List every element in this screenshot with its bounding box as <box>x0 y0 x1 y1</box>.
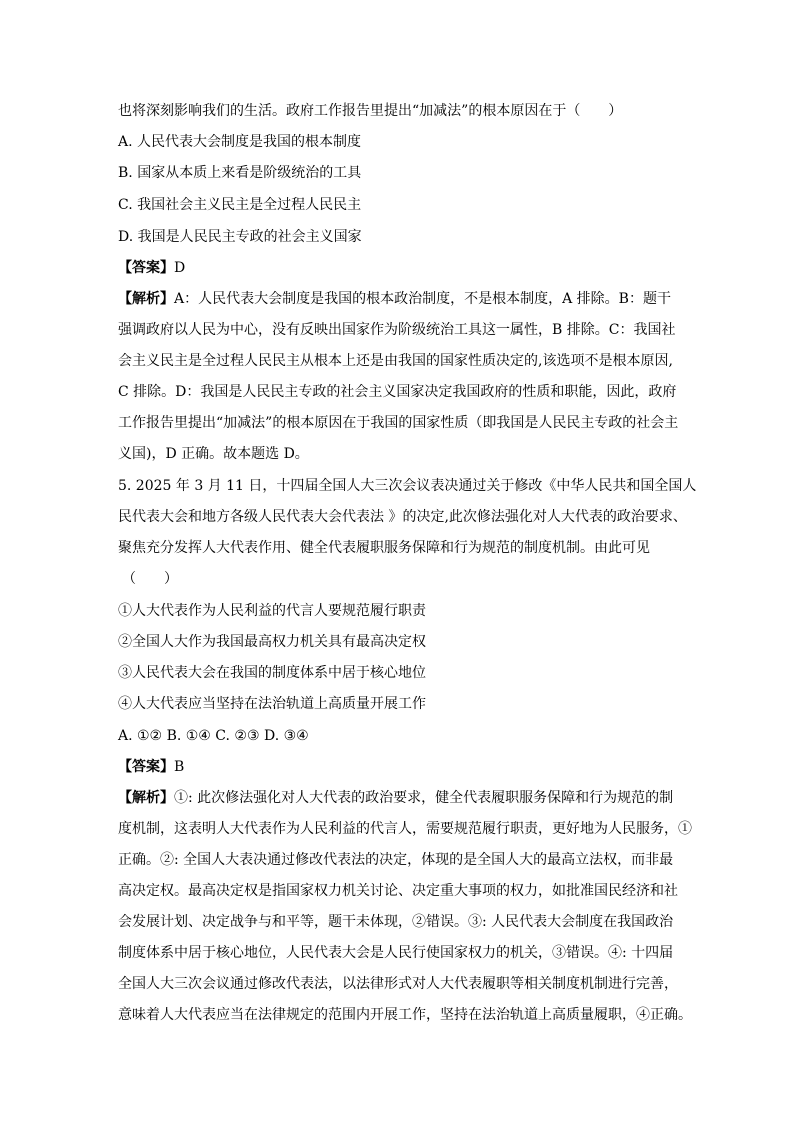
q4-option-c: C. 我国社会主义民主是全过程人民民主 <box>118 197 362 213</box>
analysis-line: 【解析】①: 此次修法强化对人大代表的政治要求，健全代表履职服务保障和行为规范的制 <box>118 790 674 806</box>
q5-statement-2: ②全国人大作为我国最高权力机关具有最高决定权 <box>118 634 426 650</box>
q4-option-d: D. 我国是人民民主专政的社会主义国家 <box>118 229 362 245</box>
analysis-line: 制度体系中居于核心地位，人民代表大会是人民行使国家权力的机关，③错误。④: 十四届 <box>118 945 674 961</box>
q5-statement-1: ①人大代表作为人民利益的代言人要规范履行职责 <box>118 603 426 619</box>
analysis-line: 会发展计划、决定战争与和平等，题干未体现，②错误。③: 人民代表大会制度在我国政治 <box>118 914 674 930</box>
answer-value: D <box>174 260 186 276</box>
analysis-line: 工作报告里提出“加减法”的根本原因在于我国的国家性质（即我国是人民民主专政的社会主 <box>118 415 679 431</box>
stem-line: 民代表大会和地方各级人民代表大会代表法 》的决定,此次修法强化对人大代表的政治要求、 <box>118 509 687 525</box>
answer-tag: 【答案】 <box>118 260 174 276</box>
analysis-line: 义国)，D 正确。故本题选 D。 <box>118 446 309 462</box>
q4-answer <box>118 258 185 278</box>
analysis-line: 强调政府以人民为中心，没有反映出国家作为阶级统治工具这一属性，B 排除。C：我国社 <box>118 322 676 338</box>
q5-analysis <box>118 788 692 1036</box>
analysis-tag: 【解析】 <box>118 291 174 307</box>
answer-value: B <box>174 759 185 775</box>
q5-stem <box>118 476 697 600</box>
analysis-line: 【解析】A：人民代表大会制度是我国的根本政治制度，不是根本制度，A 排除。B：题干 <box>118 291 671 307</box>
analysis-line: 意味着人大代表应当在法律规定的范围内开展工作，坚持在法治轨道上高质量履职，④正确。 <box>118 1007 692 1023</box>
analysis-line: 正确。②: 全国人大表决通过修改代表法的决定，体现的是全国人大的最高立法权，而非最 <box>118 852 674 868</box>
analysis-line: 高决定权。最高决定权是指国家权力机关讨论、决定重大事项的权力，如批准国民经济和社 <box>118 883 678 899</box>
q4-stem-tail: 也将深刻影响我们的生活。政府工作报告里提出“加减法”的根本原因在于（ ） <box>118 103 623 119</box>
q4-option-b: B. 国家从本质上来看是阶级统治的工具 <box>118 165 362 181</box>
analysis-line: 会主义民主是全过程人民民主从根本上还是由我国的国家性质决定的,该选项不是根本原因, <box>118 353 673 369</box>
q4-analysis <box>118 289 684 475</box>
stem-line: 聚焦充分发挥人大代表作用、健全代表履职服务保障和行为规范的制度机制。由此可见 <box>118 540 650 556</box>
stem-line: 5. 2025 年 3 月 11 日，十四届全国人大三次会议表决通过关于修改《中华人民共和国全国人 <box>118 478 697 494</box>
q5-answer <box>118 757 184 777</box>
q5-statement-3: ③人民代表大会在我国的制度体系中居于核心地位 <box>118 665 426 681</box>
analysis-line: 度机制，这表明人大代表作为人民利益的代言人，需要规范履行职责，更好地为人民服务，① <box>118 821 692 837</box>
q4-option-a: A. 人民代表大会制度是我国的根本制度 <box>118 134 362 150</box>
analysis-line: 全国人大三次会议通过修改代表法，以法律形式对人大代表履职等相关制度机制进行完善， <box>118 976 678 992</box>
q5-options: A. ①② B. ①④ C. ②③ D. ③④ <box>118 728 309 744</box>
analysis-line: C 排除。D：我国是人民民主专政的社会主义国家决定我国政府的性质和职能，因此，政府 <box>118 384 677 400</box>
analysis-tag: 【解析】 <box>118 790 174 806</box>
answer-tag: 【答案】 <box>118 759 174 775</box>
q5-statement-4: ④人大代表应当坚持在法治轨道上高质量开展工作 <box>118 696 426 712</box>
stem-line: （ ） <box>122 571 178 587</box>
